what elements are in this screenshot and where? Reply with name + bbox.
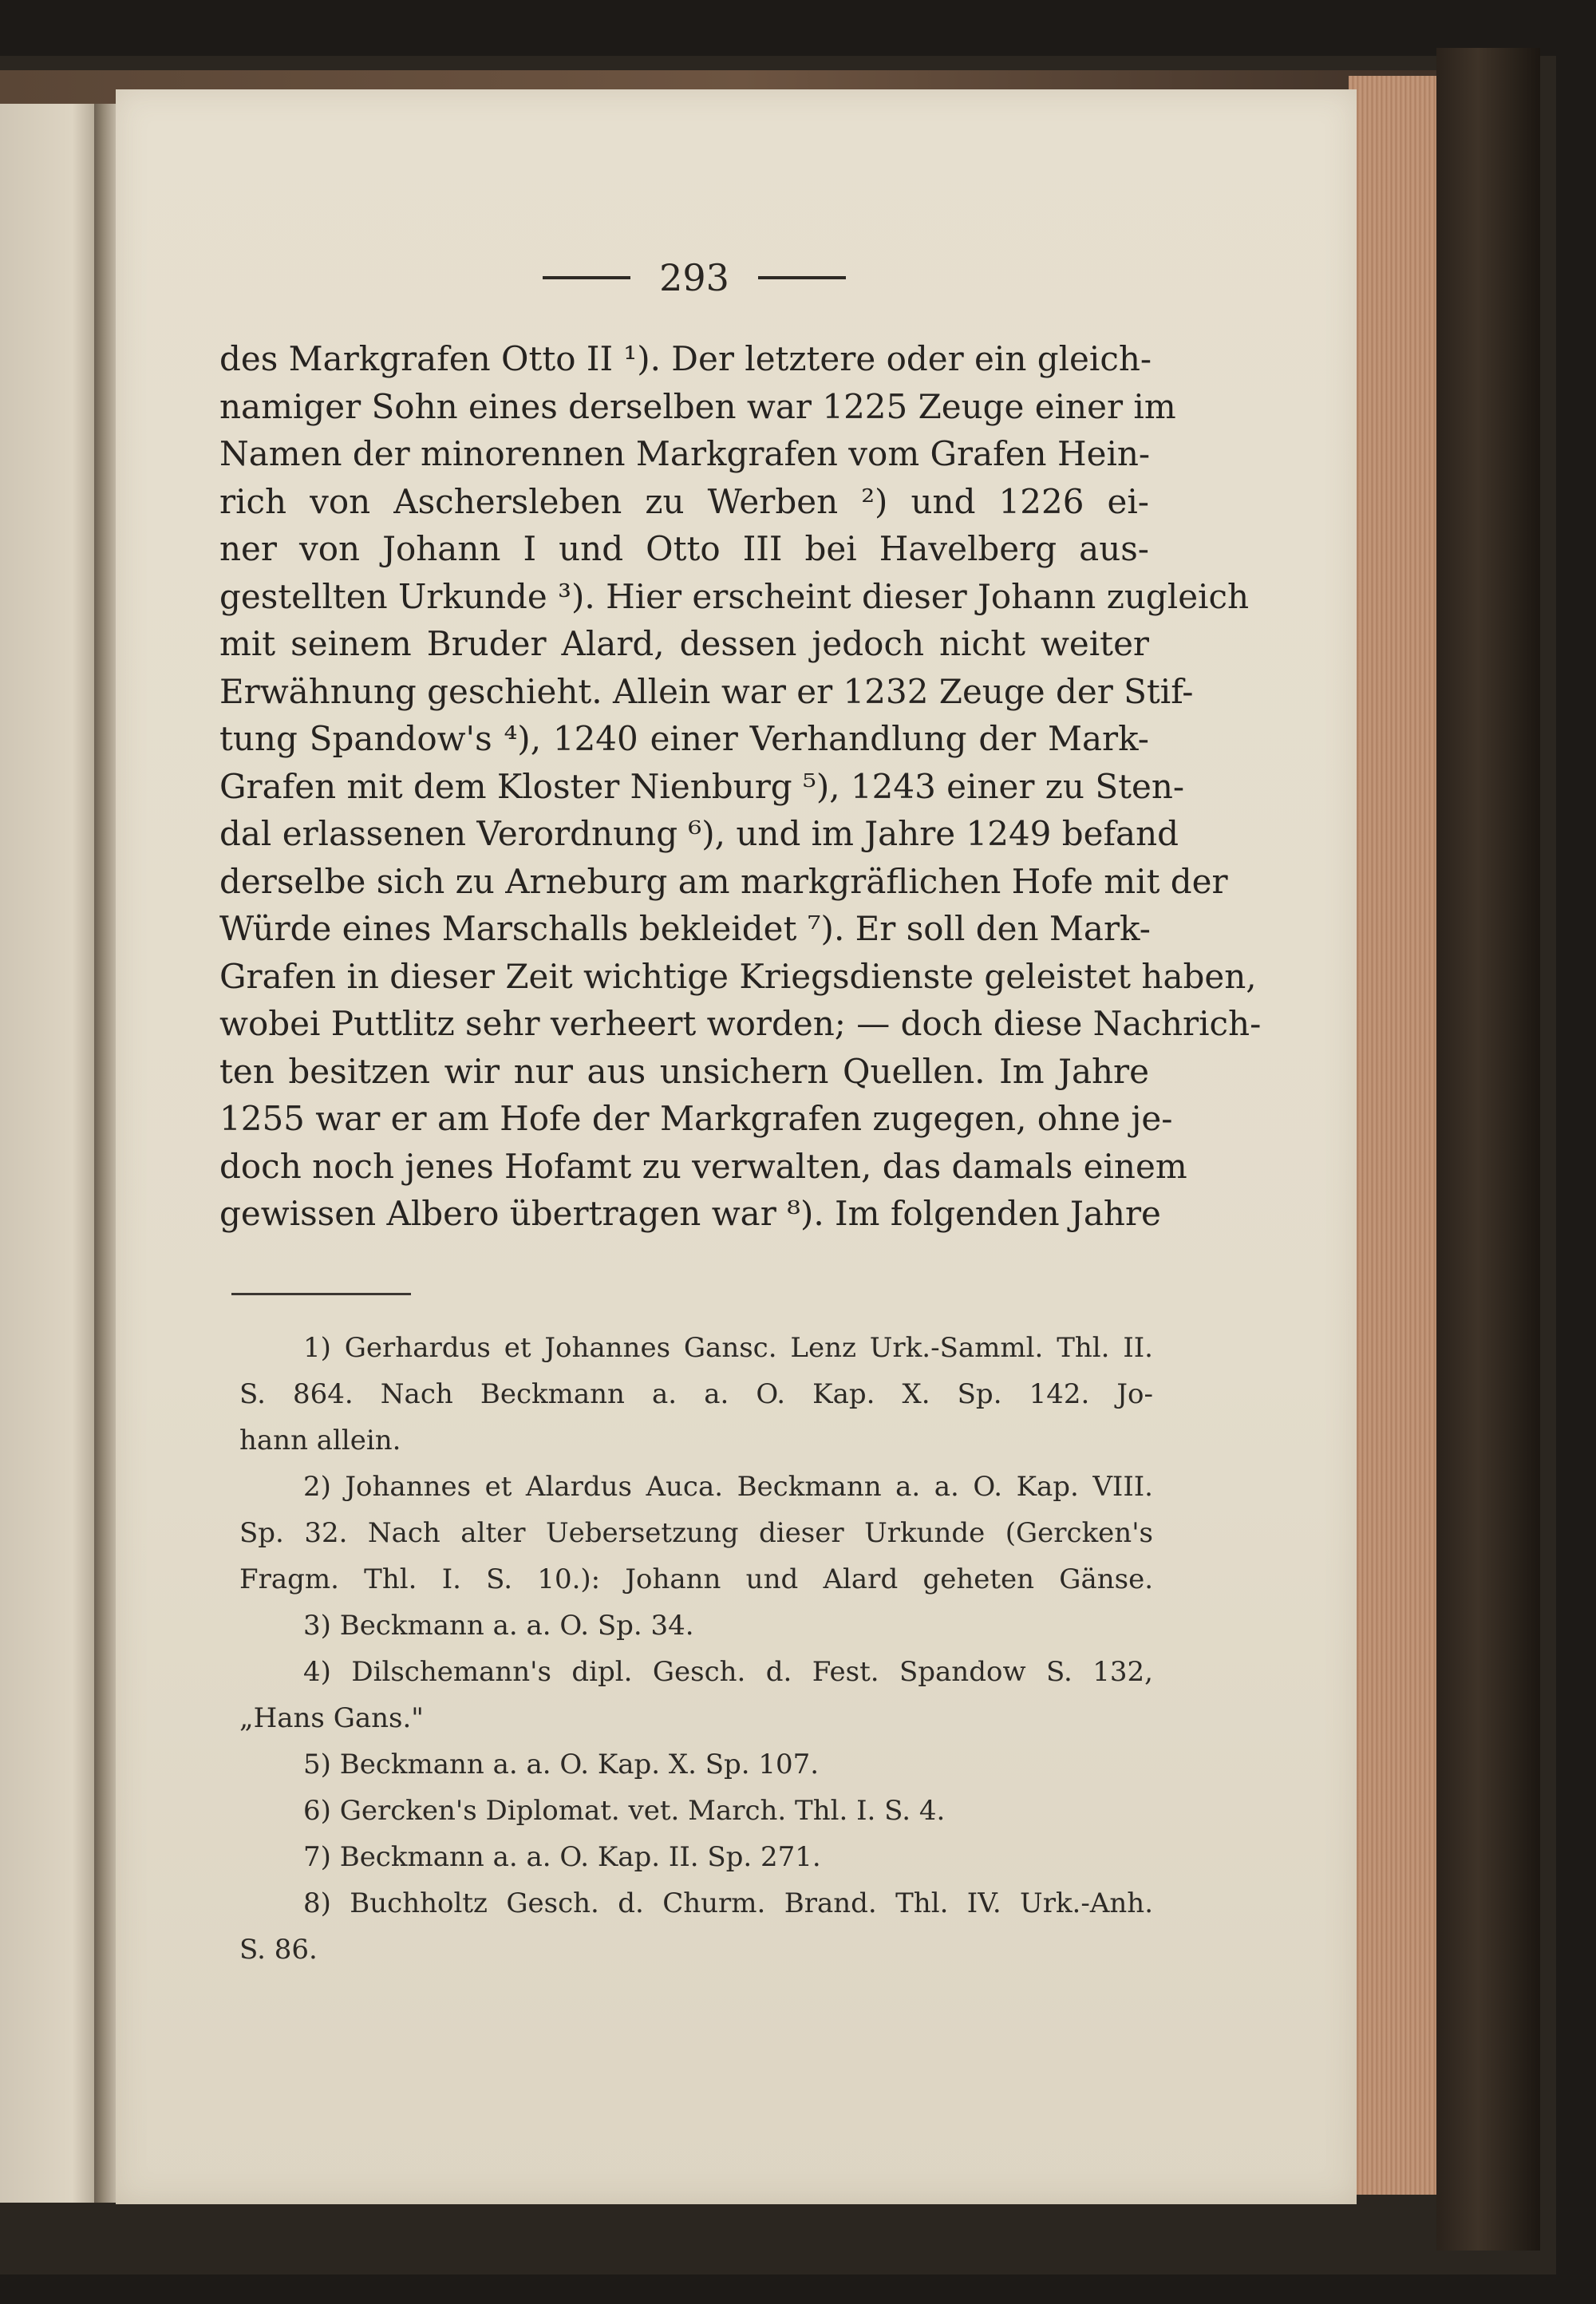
- footnote-line: 2) Johannes et Alardus Auca. Beckmann a. a. O. Kap. VIII.: [303, 1471, 1153, 1503]
- body-line: Würde eines Marschalls bekleidet ⁷). Er soll den Mark-: [219, 909, 1151, 948]
- body-line: Erwähnung geschieht. Allein war er 1232 Zeuge der Stif-: [219, 671, 1194, 711]
- book-cover-edge: [1436, 48, 1540, 2251]
- left-page-edge: [0, 104, 104, 2203]
- footnote-line: S. 864. Nach Beckmann a. a. O. Kap. X. Sp. 142. Jo-: [239, 1378, 1153, 1410]
- footnote-line: S. 86.: [239, 1934, 318, 1966]
- body-line: 1255 war er am Hofe der Markgrafen zugegen, ohne je-: [219, 1099, 1173, 1138]
- footnote-line: 7) Beckmann a. a. O. Kap. II. Sp. 271.: [303, 1841, 821, 1873]
- body-line: ner von Johann I und Otto III bei Havelberg aus-: [219, 529, 1149, 568]
- body-line: gestellten Urkunde ³). Hier erscheint dieser Johann zugleich: [219, 576, 1250, 616]
- footnote-line: Sp. 32. Nach alter Uebersetzung dieser Urkunde (Gercken's: [239, 1517, 1153, 1549]
- body-line: tung Spandow's ⁴), 1240 einer Verhandlung der Mark-: [219, 719, 1149, 758]
- body-line: wobei Puttlitz sehr verheert worden; — doch diese Nachrich-: [219, 1004, 1262, 1043]
- footnote-divider: [231, 1293, 411, 1295]
- footnote-line: hann allein.: [239, 1425, 401, 1456]
- footnote-line: 3) Beckmann a. a. O. Sp. 34.: [303, 1610, 694, 1642]
- body-line: gewissen Albero übertragen war ⁸). Im folgenden Jahre: [219, 1194, 1161, 1233]
- page-number: 293: [659, 256, 729, 299]
- body-line: des Markgrafen Otto II ¹). Der letztere oder ein gleich-: [219, 339, 1152, 378]
- body-line: dal erlassenen Verordnung ⁶), und im Jahre 1249 befand: [219, 814, 1179, 853]
- footnote-line: Fragm. Thl. I. S. 10.): Johann und Alard geheten Gänse.: [239, 1563, 1153, 1595]
- body-line: Grafen in dieser Zeit wichtige Kriegsdienste geleistet haben,: [219, 956, 1257, 996]
- body-line: mit seinem Bruder Alard, dessen jedoch nicht weiter: [219, 624, 1149, 663]
- footnote-line: 4) Dilschemann's dipl. Gesch. d. Fest. Spandow S. 132,: [303, 1656, 1153, 1688]
- page-block-edge: [1349, 76, 1444, 2195]
- page-header: [519, 254, 870, 302]
- body-line: doch noch jenes Hofamt zu verwalten, das damals einem: [219, 1146, 1187, 1186]
- footnote-line: 8) Buchholtz Gesch. d. Churm. Brand. Thl. IV. Urk.-Anh.: [303, 1887, 1153, 1919]
- body-line: namiger Sohn eines derselben war 1225 Zeuge einer im: [219, 386, 1176, 426]
- body-line: rich von Aschersleben zu Werben ²) und 1226 ei-: [219, 481, 1149, 521]
- header-rule-right: [758, 276, 846, 279]
- body-line: ten besitzen wir nur aus unsichern Quellen. Im Jahre: [219, 1051, 1149, 1091]
- footnote-line: 6) Gercken's Diplomat. vet. March. Thl. I. S. 4.: [303, 1795, 946, 1827]
- book-gutter: [94, 104, 118, 2203]
- header-rule-left: [543, 276, 630, 279]
- body-line: Grafen mit dem Kloster Nienburg ⁵), 1243 einer zu Sten-: [219, 766, 1185, 806]
- footnote-line: „Hans Gans.": [239, 1702, 424, 1734]
- body-text: [219, 335, 1262, 1238]
- footnotes: [239, 1325, 1153, 1973]
- footnote-line: 5) Beckmann a. a. O. Kap. X. Sp. 107.: [303, 1749, 820, 1780]
- body-line: derselbe sich zu Arneburg am markgräflichen Hofe mit der: [219, 861, 1228, 901]
- footnote-line: 1) Gerhardus et Johannes Gansc. Lenz Urk.-Samml. Thl. II.: [303, 1332, 1153, 1364]
- body-line: Namen der minorennen Markgrafen vom Grafen Hein-: [219, 434, 1151, 473]
